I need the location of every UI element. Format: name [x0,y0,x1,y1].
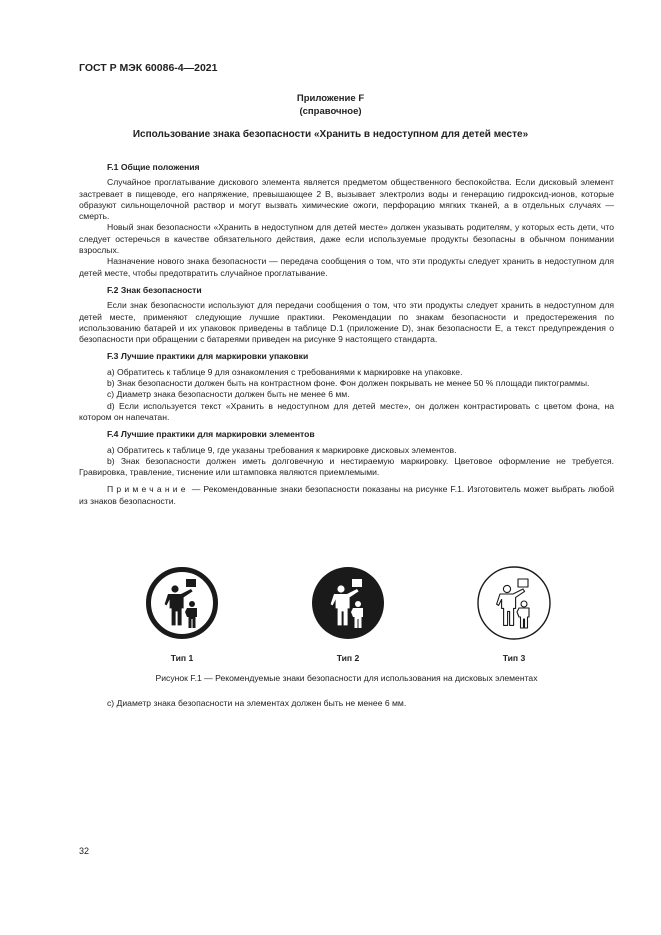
paragraph: Назначение нового знака безопасности — передача сообщения о том, что эти продукты следует хранить в недоступном для детей месте, чтобы предотвратить случайное проглатывание. [79,256,614,278]
standard-code: ГОСТ Р МЭК 60086-4—2021 [79,62,218,74]
list-item: с) Диаметр знака безопасности должен быть не менее 6 мм. [107,389,350,400]
keep-away-from-children-icon [310,565,386,641]
list-item: а) Обратитесь к таблице 9, где указаны требования к маркировке дисковых элементов. [107,444,457,455]
safety-sign-type-1 [144,565,220,641]
section-heading-f1: F.1 Общие положения [107,162,200,172]
final-list-item: с) Диаметр знака безопасности на элементах должен быть не менее 6 мм. [107,698,407,708]
document-body [79,162,614,507]
section-heading-f4: F.4 Лучшие практики для маркировки элементов [107,429,315,440]
safety-sign-type-3 [476,565,552,641]
paragraph: Если знак безопасности используют для передачи сообщения о том, что эти продукты следует хранить в недоступном для детей месте, применяют следующие лучшие практики. Рекомендации по знакам безопасности и предостережения по использованию батарей и их упаковок приведены в таблице D.1 (приложение D), знак безопасности E, а текст предупреждения о безопасности при обращении с батареями приведен на рисунке 9 настоящего стандарта. [79,300,614,345]
list-item: d) Если используется текст «Хранить в недоступном для детей месте», он должен контрастировать с цветом фона, на котором он напечатан. [79,400,614,422]
sign-label-type-2: Тип 2 [336,653,360,663]
annex-title-block [0,92,661,118]
paragraph: Новый знак безопасности «Хранить в недоступном для детей месте» должен указывать родителям, у которых есть дети, что следует остеречься в качестве обязательного действия, даже если используемые продукты безопасны в обычном понимании взрослых. [79,222,614,256]
list-item: b) Знак безопасности должен быть на контрастном фоне. Фон должен покрывать не менее 50 % площади пиктограммы. [107,378,590,389]
paragraph: Случайное проглатывание дискового элемента является предметом общественного беспокойства. Если дисковый элемент застревает в пищеводе, его напряжение, превышающее 2 В, вызывает электролиз воды и генерацию гидроксид-ионов, которые образуют сильнощелочной раствор и могут вызвать химические ожоги, перфорацию мягких тканей, а в отдельных случаях — смерть. [79,177,614,222]
list-item: а) Обратитесь к таблице 9 для ознакомления с требованиями к маркировке на упаковке. [107,366,463,377]
note-label: Примечание [107,484,189,495]
figure-signs [79,565,614,665]
annex-type: (справочное) [299,106,362,117]
figure-caption: Рисунок F.1 — Рекомендуемые знаки безопасности для использования на дисковых элементах [155,673,538,683]
keep-away-from-children-icon [476,565,552,641]
sign-label-type-3: Тип 3 [502,653,526,663]
page-number: 32 [79,846,90,856]
note [79,484,614,507]
annex-title: Приложение F [296,93,365,104]
safety-sign-type-2 [310,565,386,641]
list-item: b) Знак безопасности должен иметь долговечную и нестираемую маркировку. Цветовое оформление не требуется. Гравировка, травление, тиснение или штамповка являются приемлемыми. [79,455,614,478]
section-heading-f3: F.3 Лучшие практики для маркировки упаковки [107,351,309,362]
sign-label-type-1: Тип 1 [170,653,194,663]
section-heading-f2: F.2 Знак безопасности [107,284,202,295]
main-heading: Использование знака безопасности «Хранить в недоступном для детей месте» [132,129,529,140]
note-text: — Рекомендованные знаки безопасности показаны на рисунке F.1. Изготовитель может выбрать любой из знаков безопасности. [79,484,614,506]
keep-away-from-children-icon [144,565,220,641]
